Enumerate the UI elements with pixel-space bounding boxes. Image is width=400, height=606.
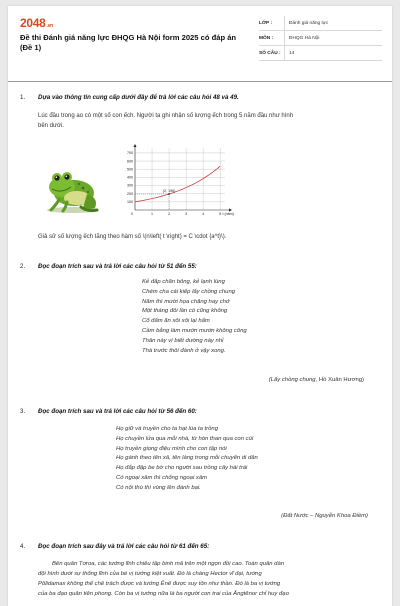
poem-line: Chém cha cái kiếp lấy chồng chung	[142, 288, 235, 295]
question-number: 2.	[20, 263, 26, 270]
document-page	[8, 6, 392, 606]
poem-attribution	[269, 377, 364, 383]
meta-row-question-count	[259, 46, 382, 61]
meta-value: ĐHQG Hà Nội	[284, 31, 382, 45]
meta-value: Đánh giá năng lực	[284, 16, 382, 30]
x-tick-label: 3	[185, 212, 188, 216]
y-tick-label: 600	[127, 159, 133, 164]
annotation-label: (2; 196)	[162, 189, 176, 194]
x-tick-label: 2	[168, 212, 171, 216]
poem-excerpt	[116, 425, 258, 494]
x-tick-label: 1	[151, 212, 154, 216]
meta-value: 14	[284, 46, 382, 60]
chart-series	[135, 166, 220, 202]
poem-line: Họ gánh theo tên xã, tên làng trong mỗi chuyến di dân	[116, 455, 258, 462]
paragraph-line: bên dưới.	[38, 123, 64, 129]
question-number: 1.	[20, 94, 26, 101]
y-tick-label: 200	[127, 191, 133, 196]
y-tick-label: 300	[127, 183, 133, 188]
meta-key: SỐ CÂU :	[259, 50, 281, 56]
poem-line: Kẻ đắp chăn bông, kẻ lạnh lùng	[142, 279, 225, 285]
frog-population-chart	[121, 142, 261, 220]
prose-line: đội hình dưới sự thống lĩnh của bé vị tướng kiệt xuất. Đó là chàng Hector vĩ đại, tướng	[38, 571, 262, 577]
poem-line: Một tháng đôi lần có cũng không	[142, 308, 228, 315]
page-title: Đề thi Đánh giá năng lực ĐHQG Hà Nội form 2025 có đáp án (Đề 1)	[20, 33, 237, 52]
question-number: 3.	[20, 408, 26, 415]
frog-image	[43, 166, 103, 214]
question-title: Đọc đoạn trích sau và trả lời các câu hỏi từ 56 đến 60:	[38, 408, 197, 415]
y-tick-label: 400	[127, 175, 133, 180]
paragraph-line: Lúc đầu trong ao có một số con ếch. Người ta ghi nhận số lượng ếch trong 5 năm đầu như hình	[38, 113, 294, 119]
logo-suffix: .vn	[46, 23, 53, 29]
x-tick-label: 5	[219, 212, 222, 216]
prose-line: Pôlidamax không thể chê trách được và tướng Ênê được suy tôn như thần. Đó là ba vị tướng	[38, 581, 281, 587]
poem-line: Họ truyền giọng điệu mình cho con tập nói	[116, 445, 227, 452]
poem-line: Họ giữ và truyền cho ta hạt lúa ta trồng	[116, 426, 218, 432]
meta-key: MÔN :	[259, 35, 274, 41]
y-axis-arrow	[134, 144, 137, 147]
y-tick-label: 500	[127, 167, 133, 172]
prose-line: Bên quân Tơroa, các tướng lĩnh chiêu tập binh mã trên một ngọn đồi cao. Toàn quân dàn	[52, 561, 285, 567]
chart-grid	[135, 148, 225, 210]
poem-line: Thân này ví biết dường này nhỉ	[142, 337, 224, 344]
prose-line: của ba đạo quân tiên phong. Còn ba vị tướng nữa là ba người con trai của Ăngtênor chỉ huy đạo	[38, 591, 289, 597]
question-title: Đọc đoạn trích sau và trả lời các câu hỏi từ 51 đến 55:	[38, 263, 197, 270]
annotation-point	[168, 193, 170, 195]
document-header	[20, 16, 382, 72]
formula-text: Giả sử số lượng ếch tăng theo hàm số \(n\left( t \right) = C \cdot {a^t}\).	[38, 234, 227, 240]
y-tick-label: 700	[127, 151, 133, 156]
poem-attribution: (Đất Nước – Nguyễn Khoa Điềm)	[281, 513, 368, 519]
meta-row-subject	[259, 31, 382, 46]
series-curve	[135, 166, 220, 202]
question-title: Dựa vào thông tin cung cấp dưới đây để trả lời các câu hỏi 48 và 49.	[38, 94, 239, 101]
site-logo[interactable]	[20, 16, 53, 30]
y-tick-label: 100	[127, 200, 133, 205]
x-axis-label: t (năm)	[222, 212, 234, 216]
exam-meta-table	[259, 16, 382, 61]
header-divider	[8, 81, 392, 82]
poem-line: Họ đắp đập be bờ cho người sau trồng cây hái trái	[116, 465, 248, 472]
poem-line: Họ chuyền lửa qua mỗi nhà, từ hòn than qua con cúi	[116, 435, 254, 442]
chart-tick-labels	[127, 151, 234, 216]
attribution-title: (Lấy chồng chung,	[268, 377, 318, 383]
chart-axes	[134, 144, 233, 212]
question-title: Đọc đoạn trích sau đây và trả lời các câu hỏi từ 61 đến 65:	[38, 543, 210, 550]
question-number: 4.	[20, 543, 26, 550]
poem-line: Có nội thù thì vùng lên đánh bại.	[116, 484, 201, 491]
attribution-author: Hồ Xuân Hương)	[318, 377, 364, 383]
question-text	[38, 111, 382, 131]
poem-line: Cố đấm ăn xôi xôi lại hẩm	[142, 318, 210, 325]
poem-line: Thà trước thôi đành ở vậy xong.	[142, 347, 226, 354]
poem-line: Có ngoại xâm thì chống ngoại xâm	[116, 474, 208, 481]
poem-excerpt	[142, 278, 247, 356]
logo-text: 2048	[20, 16, 46, 30]
meta-row-class	[259, 16, 382, 31]
x-tick-label: 4	[202, 212, 205, 216]
x-tick-label: 0	[131, 212, 133, 216]
meta-key: LỚP :	[259, 20, 273, 26]
prose-excerpt	[38, 559, 374, 599]
poem-line: Năm thì mười họa chăng hay chớ	[142, 298, 230, 305]
poem-line: Cầm bằng làm mướn mướn không công	[142, 327, 247, 334]
